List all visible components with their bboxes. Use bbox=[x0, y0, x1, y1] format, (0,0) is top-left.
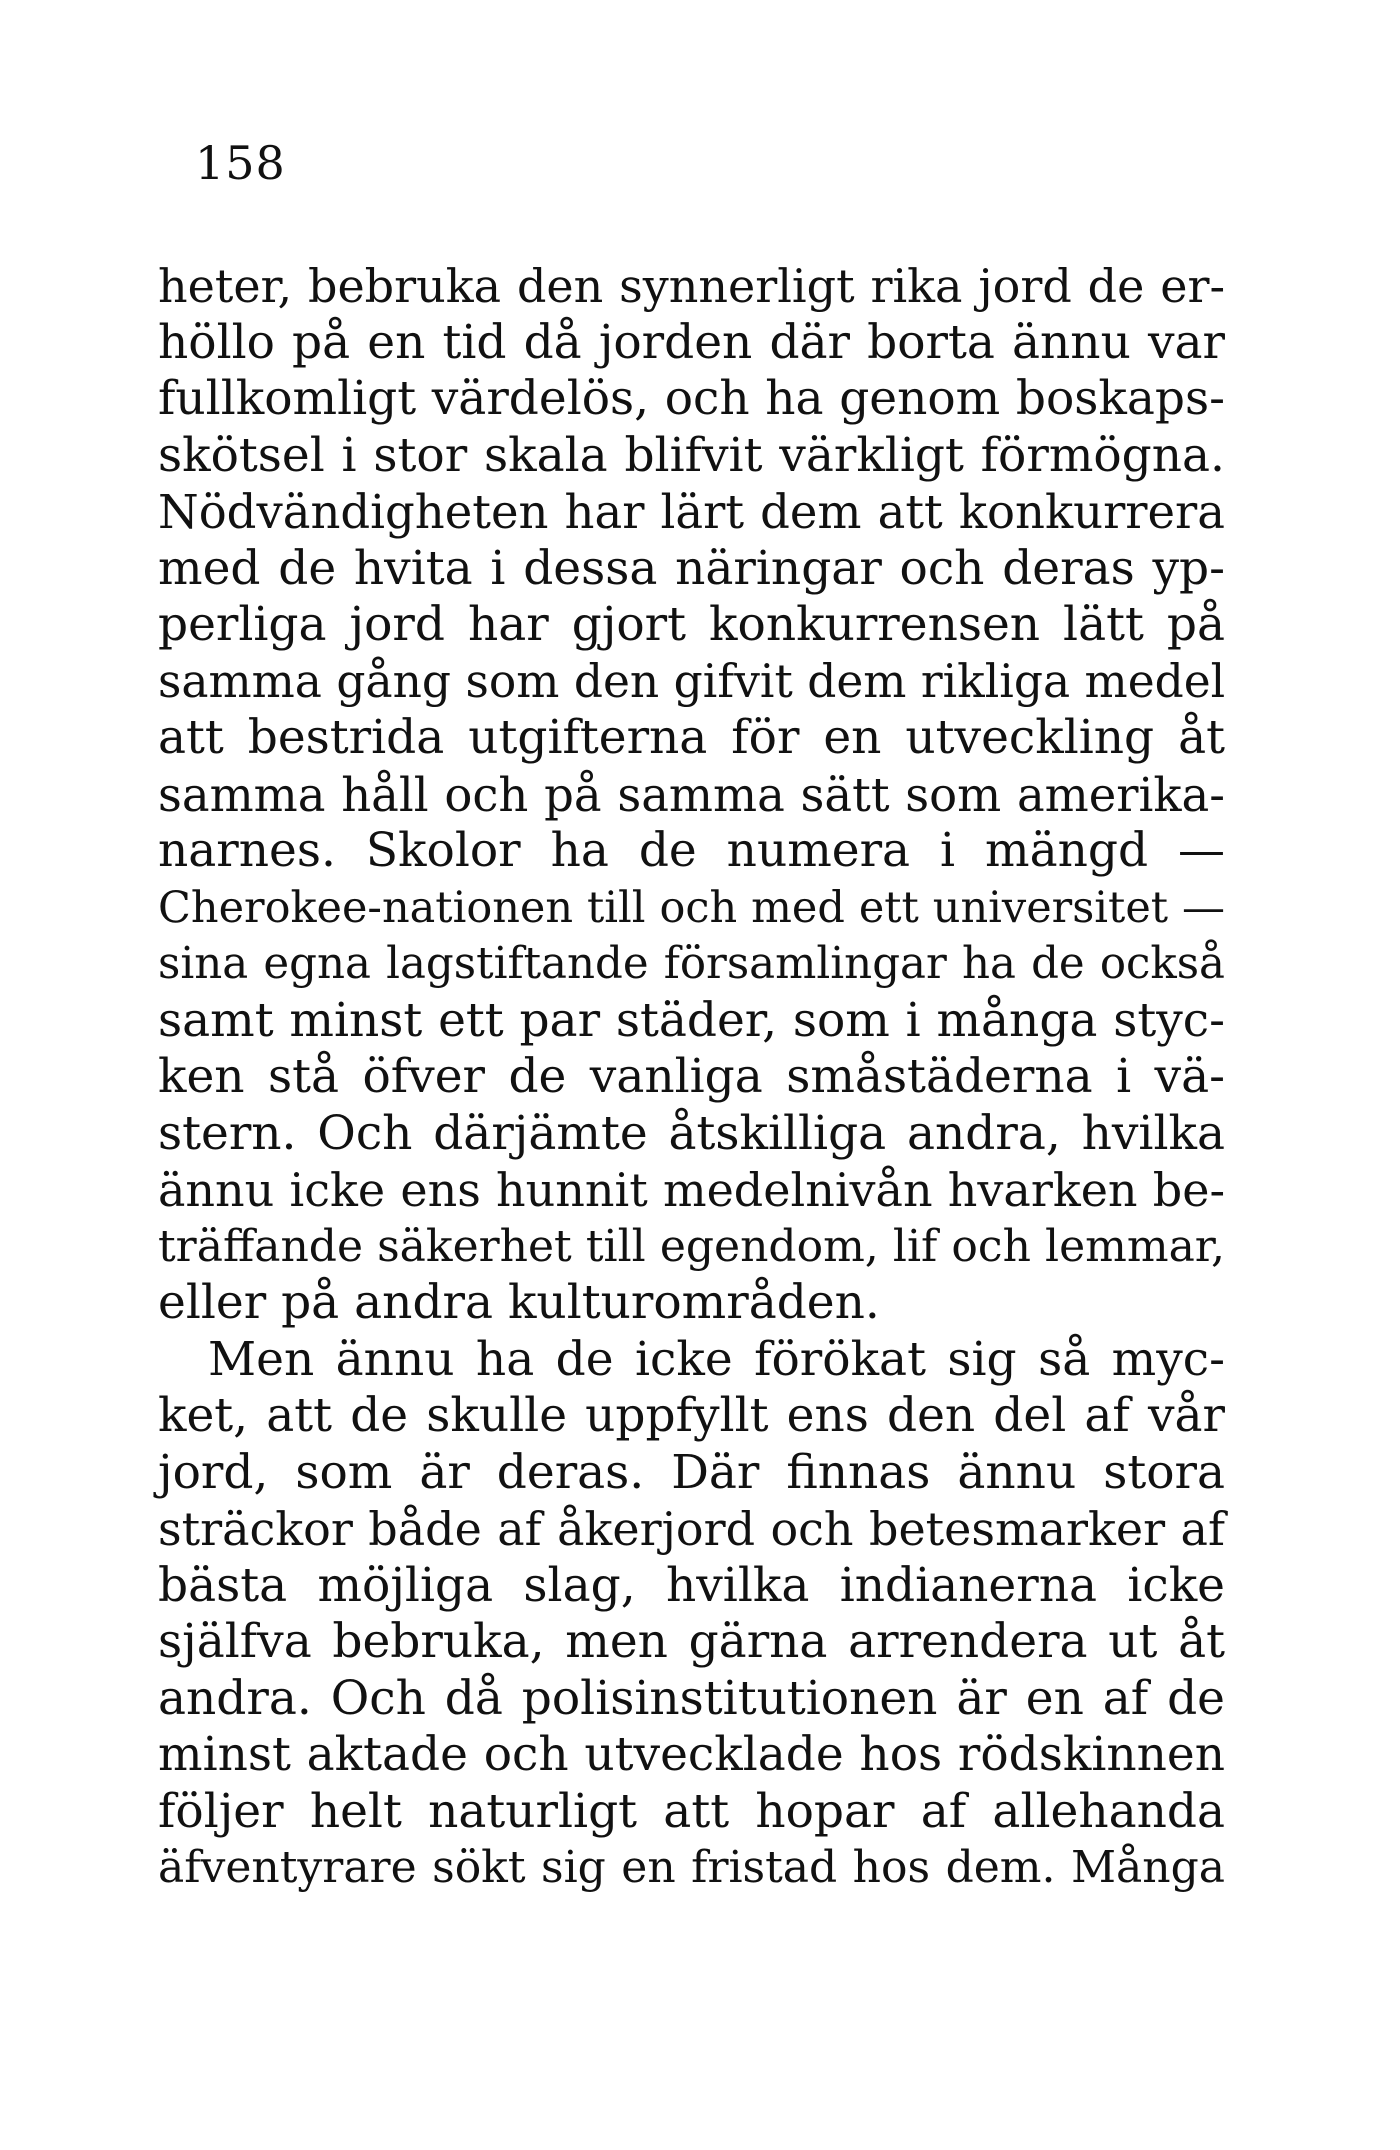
text-line: sträckor både af åkerjord och betesmarker af bbox=[158, 1502, 1225, 1556]
paragraph-1 bbox=[158, 258, 1225, 1332]
text-line: bästa möjliga slag, hvilka indianerna icke bbox=[158, 1557, 1225, 1613]
text-line: jord, som är deras. Där finnas ännu stora bbox=[158, 1444, 1225, 1500]
body-text bbox=[158, 258, 1225, 1897]
text-line: samt minst ett par städer, som i många styc- bbox=[158, 992, 1225, 1048]
text-line: narnes. Skolor ha de numera i mängd — bbox=[158, 823, 1225, 878]
paragraph-2 bbox=[158, 1332, 1225, 1897]
text-line: heter, bebruka den synnerligt rika jord de er- bbox=[158, 259, 1225, 313]
text-line: fullkomligt värdelös, och ha genom boskaps- bbox=[158, 371, 1225, 426]
text-line: äfventyrare sökt sig en fristad hos dem. Många bbox=[158, 1842, 1225, 1893]
text-line: skötsel i stor skala blifvit värkligt förmögna. bbox=[158, 427, 1225, 483]
text-line: stern. Och därjämte åtskilliga andra, hvilka bbox=[158, 1105, 1225, 1161]
text-line: följer helt naturligt att hopar af allehanda bbox=[158, 1783, 1225, 1839]
text-line: andra. Och då polisinstitutionen är en af de bbox=[158, 1670, 1225, 1726]
text-line: Men ännu ha de icke förökat sig så myc- bbox=[208, 1331, 1225, 1387]
text-line: Nödvändigheten har lärt dem att konkurrera bbox=[158, 485, 1225, 539]
text-line: sina egna lagstiftande församlingar ha de också bbox=[158, 939, 1225, 989]
text-line: ket, att de skulle uppfyllt ens den del af vår bbox=[158, 1388, 1225, 1443]
text-line: själfva bebruka, men gärna arrendera ut åt bbox=[158, 1614, 1225, 1669]
text-line: ännu icke ens hunnit medelnivån hvarken be- bbox=[158, 1163, 1225, 1217]
text-line: träffande säkerhet till egendom, lif och lemmar, bbox=[158, 1220, 1225, 1272]
text-line: minst aktade och utvecklade hos rödskinnen bbox=[158, 1727, 1225, 1782]
text-line: att bestrida utgifterna för en utveckling åt bbox=[158, 710, 1225, 765]
text-line: eller på andra kulturområden. bbox=[158, 1275, 880, 1330]
text-line: samma håll och på samma sätt som amerika- bbox=[158, 767, 1225, 822]
page-number: 158 bbox=[195, 136, 286, 190]
text-line: med de hvita i dessa näringar och deras yp- bbox=[158, 540, 1225, 596]
text-line: höllo på en tid då jorden där borta ännu var bbox=[158, 314, 1225, 370]
text-line: ken stå öfver de vanliga småstäderna i vä- bbox=[158, 1049, 1225, 1104]
text-line: perliga jord har gjort konkurrensen lätt på bbox=[158, 597, 1225, 652]
text-line: Cherokee-nationen till och med ett universitet — bbox=[158, 882, 1225, 933]
text-line: samma gång som den gifvit dem rikliga medel bbox=[158, 654, 1226, 708]
